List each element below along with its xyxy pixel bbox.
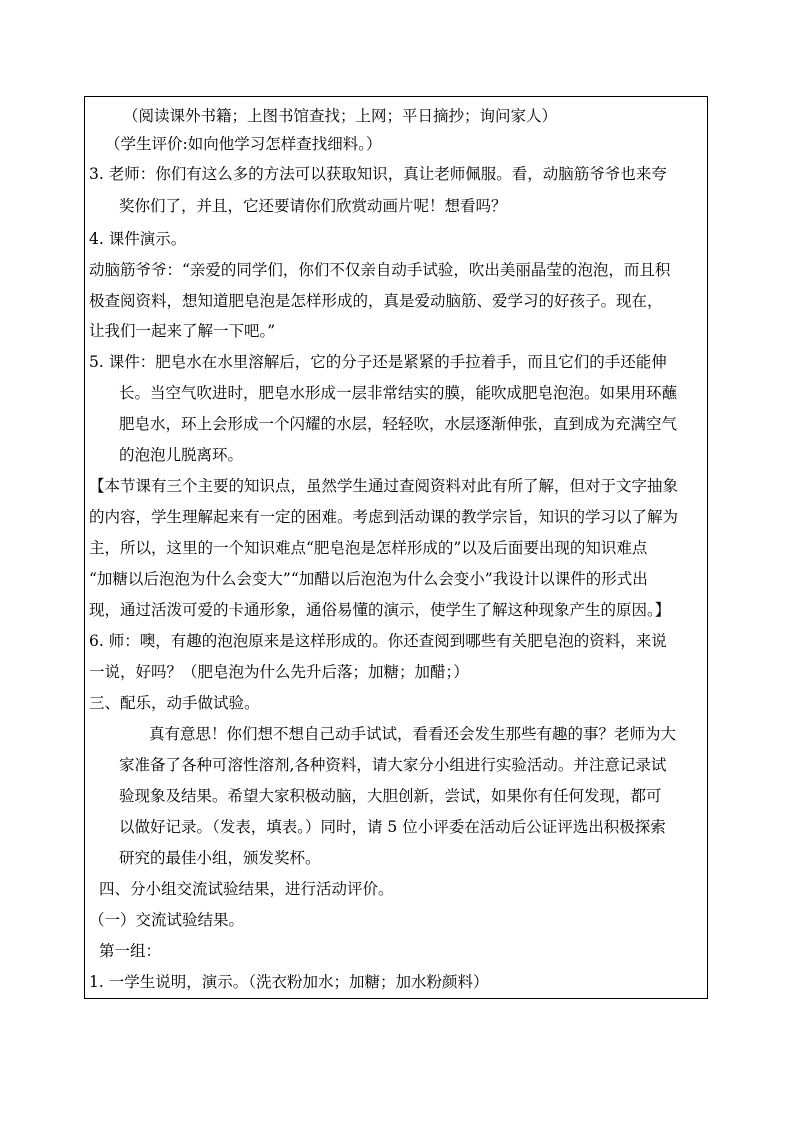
text-line: 研究的最佳小组，颁发奖杯。 xyxy=(119,849,321,867)
text-line: 第一组： xyxy=(99,942,162,960)
text-line: 奖你们了，并且，它还要请你们欣赏动画片呢！想看吗？ xyxy=(119,197,507,215)
text-line: （学生评价:如向他学习怎样查找细料。） xyxy=(105,135,382,153)
text-line: 主，所以，这里的一个知识难点“肥皂泡是怎样形成的”以及后面要出现的知识难点 xyxy=(89,539,648,557)
text-line: 肥皂水，环上会形成一个闪耀的水层，轻轻吹，水层逐渐伸张，直到成为充满空气 xyxy=(119,415,678,433)
text-line: 长。当空气吹进时，肥皂水形成一层非常结实的膜，能吹成肥皂泡泡。如果用环蘸 xyxy=(119,384,678,402)
text-line: 6. 师：噢，有趣的泡泡原来是这样形成的。你还查阅到哪些有关肥皂泡的资料，来说 xyxy=(89,632,667,650)
text-line: 家准备了各种可溶性溶剂,各种资料，请大家分小组进行实验活动。并注意记录试 xyxy=(119,756,667,774)
text-line: （阅读课外书籍；上图书馆查找；上网；平日摘抄；询问家人） xyxy=(123,107,558,125)
text-line: 一说，好吗？（肥皂泡为什么先升后落；加糖；加醋；） xyxy=(89,663,469,681)
document-table-cell xyxy=(84,96,708,999)
text-line: 1. 一学生说明，演示。（洗衣粉加水；加糖；加水粉颜料） xyxy=(89,973,489,991)
text-line: 三、配乐，动手做试验。 xyxy=(89,694,260,712)
text-line: 5. 课件：肥皂水在水里溶解后，它的分子还是紧紧的手拉着手，而且它们的手还能伸 xyxy=(89,353,667,371)
text-line: 的泡泡儿脱离环。 xyxy=(119,446,244,464)
text-line: 的内容，学生理解起来有一定的困难。考虑到活动课的教学宗旨，知识的学习以了解为 xyxy=(89,508,679,526)
text-line: （一）交流试验结果。 xyxy=(89,911,245,929)
text-line: 4. 课件演示。 xyxy=(89,230,187,248)
text-line: 极查阅资料，想知道肥皂泡是怎样形成的，真是爱动脑筋、爱学习的好孩子。现在， xyxy=(89,292,663,310)
text-line: 3. 老师：你们有这么多的方法可以获取知识，真让老师佩服。看，动脑筋爷爷也来夸 xyxy=(89,165,667,183)
text-line: 验现象及结果。希望大家积极动脑，大胆创新，尝试，如果你有任何发现，都可 xyxy=(119,787,662,805)
text-line: 让我们一起来了解一下吧。” xyxy=(89,322,276,340)
text-line: 真有意思！你们想不想自己动手试试，看看还会发生那些有趣的事？老师为大 xyxy=(149,725,677,743)
text-line: 现，通过活泼可爱的卡通形象，通俗易懂的演示，使学生了解这种现象产生的原因。】 xyxy=(89,601,671,619)
text-line: 以做好记录。（发表，填表。）同时，请 5 位小评委在活动后公证评选出积极探索 xyxy=(119,818,666,836)
text-line: 动脑筋爷爷：“亲爱的同学们，你们不仅亲自动手试验，吹出美丽晶莹的泡泡，而且积 xyxy=(89,261,671,279)
text-line: 【本节课有三个主要的知识点，虽然学生通过查阅资料对此有所了解，但对于文字抽象 xyxy=(89,477,679,495)
text-line: “加糖以后泡泡为什么会变大”“加醋以后泡泡为什么会变小”我设计以课件的形式出 xyxy=(89,570,648,588)
text-line: 四、分小组交流试验结果，进行活动评价。 xyxy=(99,880,394,898)
